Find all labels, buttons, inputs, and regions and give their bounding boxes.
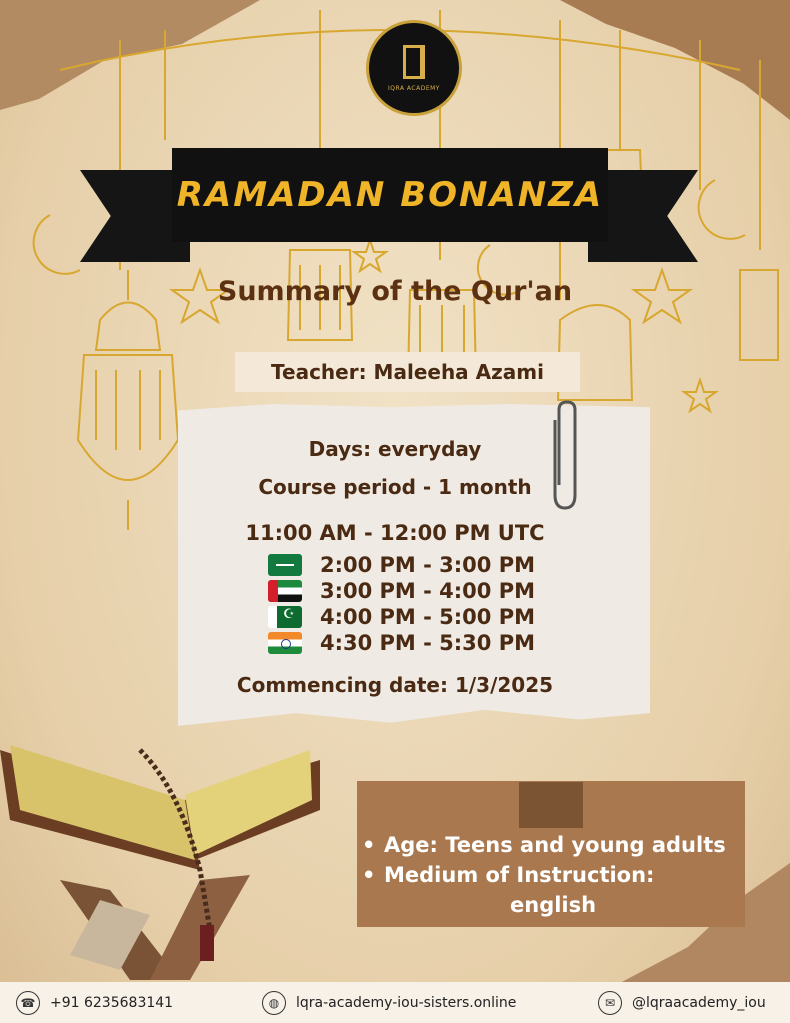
- time-row-india: [268, 631, 535, 655]
- utc-time-text: 11:00 AM - 12:00 PM UTC: [245, 521, 545, 545]
- footer-bar: [0, 982, 790, 1023]
- time-text: 2:00 PM - 3:00 PM: [320, 553, 536, 577]
- teacher-label: Teacher: Maleeha Azami: [235, 352, 580, 392]
- banner-ribbon: [172, 148, 608, 242]
- age-item: • Age: Teens and young adults: [362, 830, 726, 860]
- saudi-arabia-flag-icon: [268, 554, 302, 576]
- phone-text[interactable]: +91 6235683141: [50, 994, 174, 1011]
- phone-icon: ☎: [16, 991, 40, 1015]
- india-flag-icon: [268, 632, 302, 654]
- mail-icon: ✉: [598, 991, 622, 1015]
- globe-icon: ◍: [262, 991, 286, 1015]
- logo-text: IQRA ACADEMY: [388, 84, 440, 92]
- time-row-pakistan: [268, 605, 535, 629]
- medium-item-continuation: english: [510, 893, 597, 917]
- time-text: 4:30 PM - 5:30 PM: [320, 631, 536, 655]
- time-row-saudi: [268, 553, 535, 577]
- website-link[interactable]: lqra-academy-iou-sisters.online: [296, 994, 517, 1011]
- commencing-date-text: Commencing date: 1/3/2025: [236, 673, 554, 697]
- time-row-uae: [268, 579, 535, 603]
- period-text: Course period - 1 month: [258, 475, 532, 499]
- pakistan-flag-icon: [268, 606, 302, 628]
- footer-phone[interactable]: [16, 991, 173, 1015]
- course-title: Summary of the Qur'an: [217, 276, 573, 307]
- time-text: 3:00 PM - 4:00 PM: [320, 579, 536, 603]
- tape-icon: [519, 782, 583, 828]
- footer-email[interactable]: [598, 991, 766, 1015]
- uae-flag-icon: [268, 580, 302, 602]
- academy-logo: [366, 20, 462, 116]
- logo-mark-icon: [403, 45, 425, 79]
- time-text: 4:00 PM - 5:00 PM: [320, 605, 536, 629]
- medium-item: • Medium of Instruction:: [362, 860, 726, 890]
- info-list: [362, 830, 726, 920]
- banner-title: RAMADAN BONANZA: [176, 175, 604, 215]
- quran-stand-illustration: [0, 730, 330, 990]
- days-text: Days: everyday: [308, 437, 482, 461]
- email-text[interactable]: @lqraacademy_iou: [632, 994, 766, 1011]
- footer-website[interactable]: [262, 991, 516, 1015]
